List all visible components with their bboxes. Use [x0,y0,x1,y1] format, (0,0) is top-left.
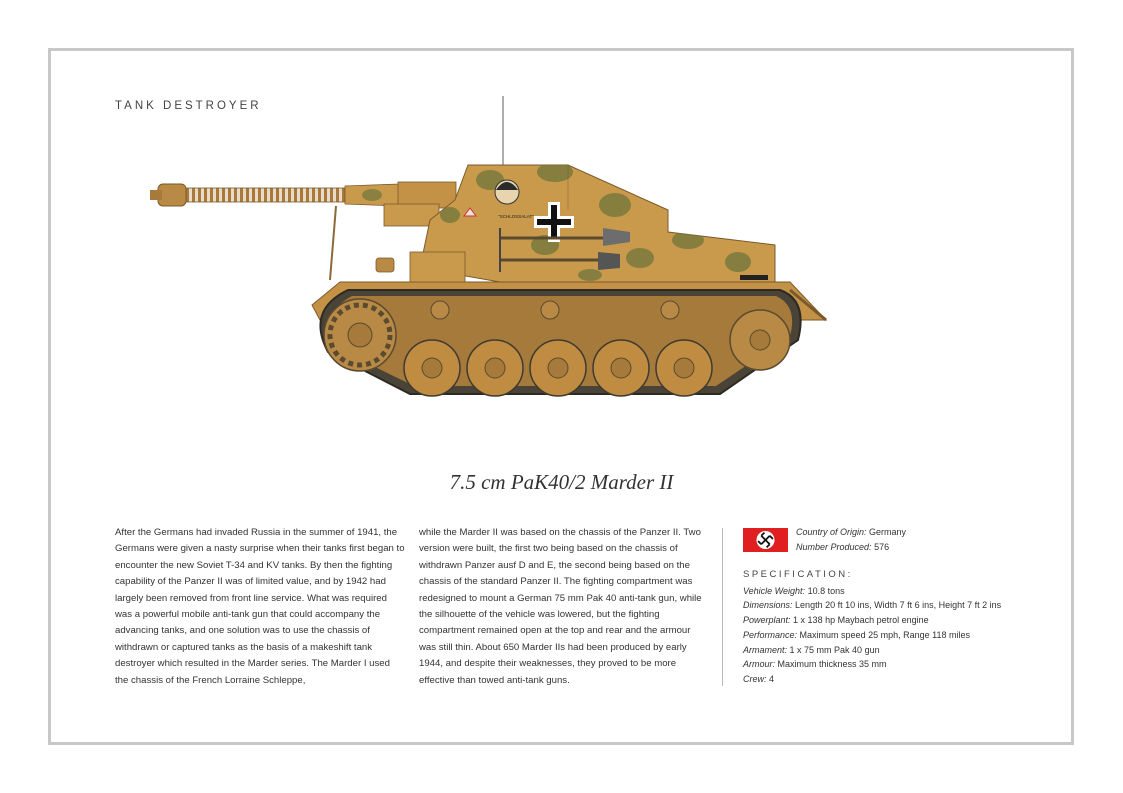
specification-block [743,568,1001,687]
spec-row-armament: Armament: 1 x 75 mm Pak 40 gun [743,644,880,655]
origin-info [796,525,906,555]
vehicle-marking: "SCHLOSSALAT" [498,214,534,219]
spec-row-performance: Performance: Maximum speed 25 mph, Range 118 miles [743,629,970,640]
national-flag [743,528,788,552]
spec-row-dimensions: Dimensions: Length 20 ft 10 ins, Width 7 ft 6 ins, Height 7 ft 2 ins [743,600,1002,611]
country-of-origin: Country of Origin: Germany [796,527,907,537]
description-column-2: while the Marder II was based on the chassis of the Panzer II. Two version were built, the first two being based on the chassis of withdrawn Panzer ausf D and E, the second being based on the chassis of the standard Panzer II. The fighting compartment was redesigned to mount a German 75 mm Pak 40 anti-tank gun, while the silhouette of the vehicle was lowered, but the fighting compartment remained open at the top and rear and the armour was still thin. About 650 Marder IIs had been produced by early 1944, and despite their weaknesses, they proved to be more effective than towed anti-tank guns. [419,527,702,686]
spec-row-crew: Crew: 4 [743,673,775,684]
spec-row-armour: Armour: Maximum thickness 35 mm [743,659,887,670]
spec-row-powerplant: Powerplant: 1 x 138 hp Maybach petrol engine [743,615,929,626]
description-column-1: After the Germans had invaded Russia in the summer of 1941, the Germans were given a nasty surprise when their tanks first began to encounter the new Soviet T-34 and KV tanks. By then the fighting capability of the Panzer II was of limited value, and by 1942 had largely been removed from front line service. What was required was a powerful mobile anti-tank gun that could accompany the advancing tanks, and one solution was to use the chassis of withdrawn or captured tanks as the basis of a makeshift tank destroyer which resulted in the Marder series. The Marder I used the chassis of the French Lorraine Schleppe, [115,527,405,686]
number-produced: Number Produced: 576 [796,542,890,552]
spec-row-weight: Vehicle Weight: 10.8 tons [743,585,845,596]
specification-heading: SPECIFICATION: [743,569,853,580]
vehicle-title: 7.5 cm PaK40/2 Marder II [449,470,674,494]
category-label: TANK DESTROYER [115,100,262,112]
column-divider [722,528,723,686]
tank-illustration [150,92,840,412]
